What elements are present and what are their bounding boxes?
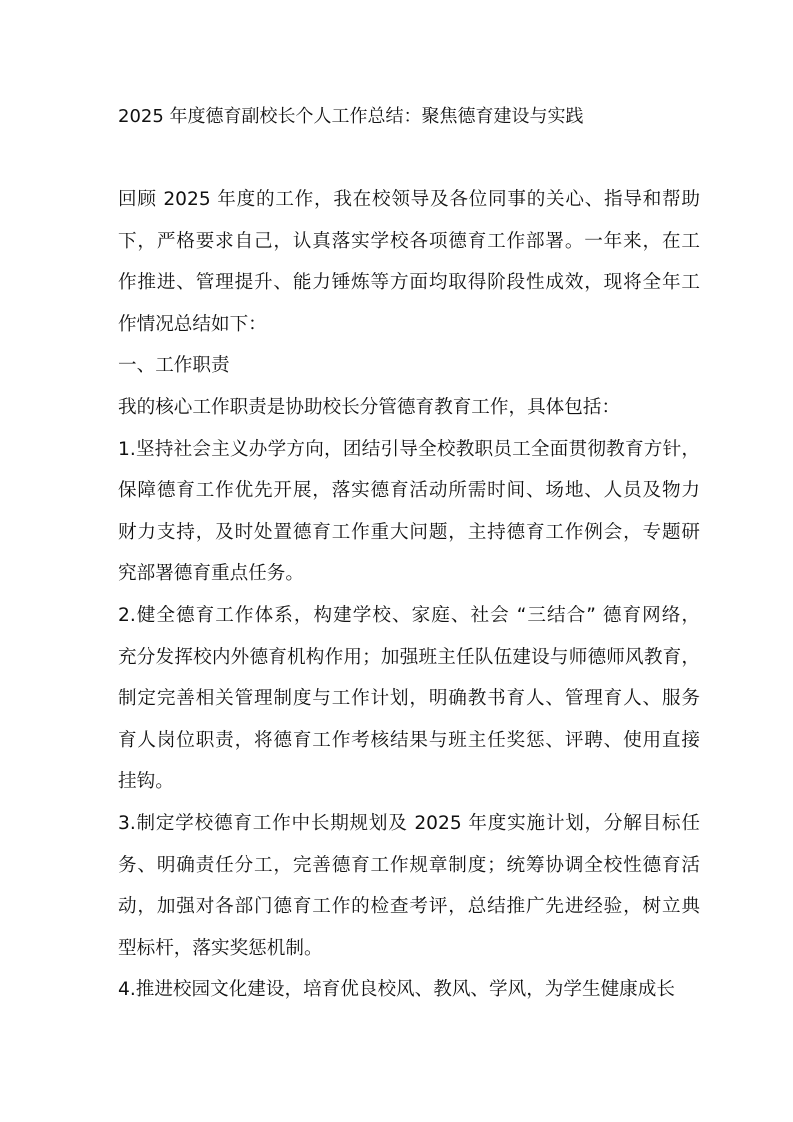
paragraph — [118, 186, 700, 352]
text-line: 我的核心工作职责是协助校长分管德育教育工作，具体包括： — [118, 396, 621, 418]
text-line: 1.坚持社会主义办学方向，团结引导全校教职员工全面贯彻教育方针， — [118, 438, 700, 460]
text-line: 回顾 2025 年度的工作，我在校领导及各位同事的关心、指导和帮助 — [118, 189, 700, 210]
paragraph — [118, 810, 700, 976]
text-line: 一、工作职责 — [118, 355, 230, 377]
text-line: 财力支持，及时处置德育工作重大问题，主持德育工作例会，专题研 — [118, 521, 700, 543]
text-line: 下，严格要求自己，认真落实学校各项德育工作部署。一年来，在工 — [118, 230, 700, 252]
text-line: 作推进、管理提升、能力锤炼等方面均取得阶段性成效，现将全年工 — [118, 272, 700, 294]
paragraph — [118, 436, 700, 602]
text-line: 作情况总结如下： — [118, 313, 267, 335]
text-line: 挂钩。 — [118, 771, 174, 793]
text-line: 2.健全德育工作体系，构建学校、家庭、社会 “三结合” 德育网络， — [118, 604, 700, 626]
text-line: 育人岗位职责，将德育工作考核结果与班主任奖惩、评聘、使用直接 — [118, 729, 700, 751]
document-body — [118, 186, 700, 1018]
text-line: 制定完善相关管理制度与工作计划，明确教书育人、管理育人、服务 — [118, 688, 700, 710]
text-line: 3.制定学校德育工作中长期规划及 2025 年度实施计划，分解目标任 — [118, 812, 700, 834]
text-line: 4.推进校园文化建设，培育优良校风、教风、学风，为学生健康成长 — [118, 979, 675, 1001]
paragraph — [118, 976, 700, 1018]
text-line: 充分发挥校内外德育机构作用；加强班主任队伍建设与师德师风教育， — [118, 646, 700, 668]
text-line: 务、明确责任分工，完善德育工作规章制度；统筹协调全校性德育活 — [118, 854, 700, 876]
paragraph — [118, 352, 700, 394]
document-title: 2025 年度德育副校长个人工作总结：聚焦德育建设与实践 — [118, 106, 584, 127]
paragraph — [118, 602, 700, 810]
paragraph — [118, 394, 700, 436]
text-line: 型标杆，落实奖惩机制。 — [118, 937, 323, 959]
text-line: 动，加强对各部门德育工作的检查考评，总结推广先进经验，树立典 — [118, 896, 700, 918]
text-line: 保障德育工作优先开展，落实德育活动所需时间、场地、人员及物力 — [118, 480, 700, 502]
text-line: 究部署德育重点任务。 — [118, 563, 304, 585]
